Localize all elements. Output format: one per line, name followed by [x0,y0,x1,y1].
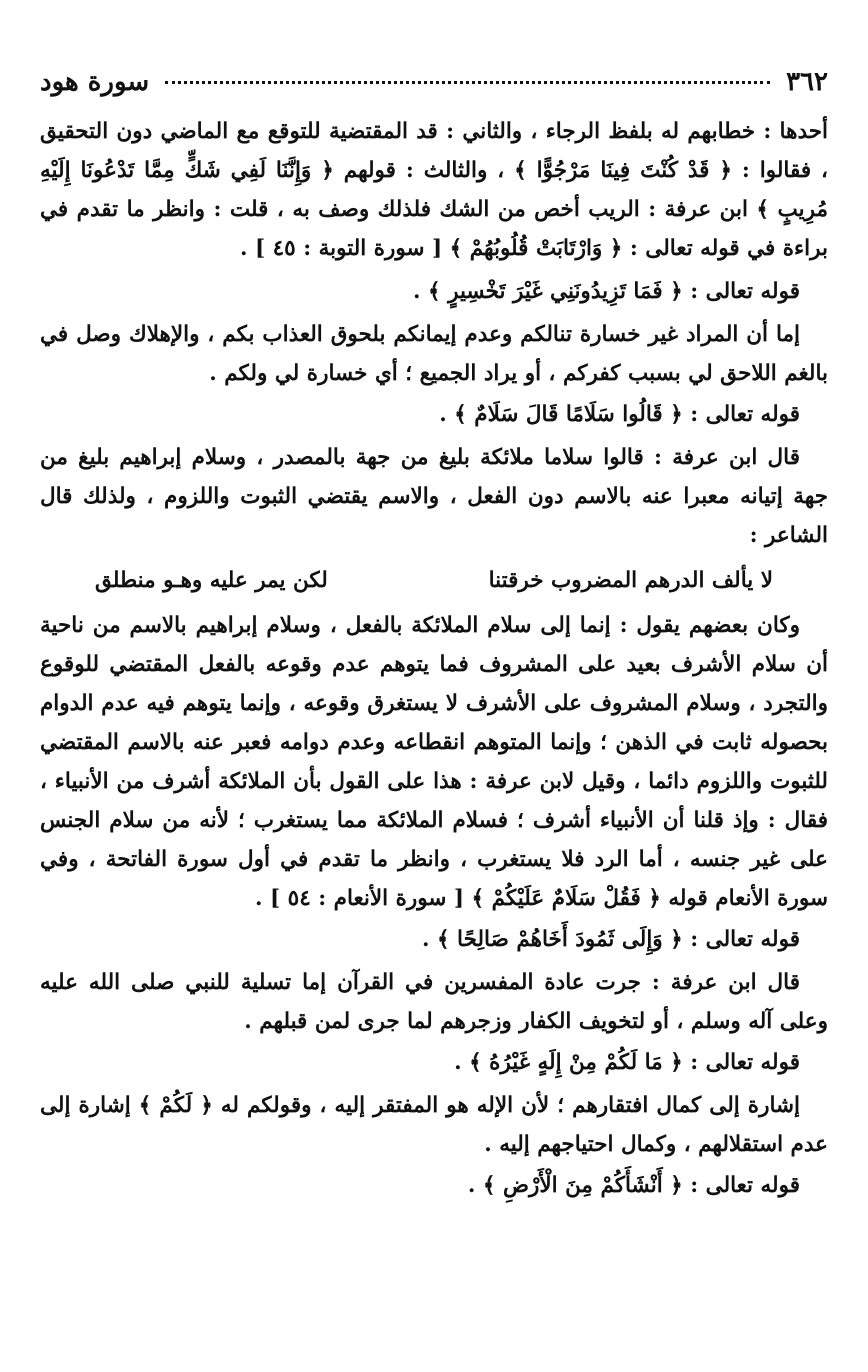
verse-heading: قوله تعالى : ﴿ أَنْشَأَكُمْ مِنَ الْأَرْضِ ﴾ . [467,1173,800,1198]
page-header [40,62,828,102]
verse-heading: قوله تعالى : ﴿ قَالُوا سَلَامًا قَالَ سَلَامٌ ﴾ . [439,402,800,427]
verse-heading: قوله تعالى : ﴿ مَا لَكُمْ مِنْ إِلَهٍ غَيْرُهُ ﴾ . [454,1050,800,1075]
paragraph: قال ابن عرفة : جرت عادة المفسرين في القرآن إما تسلية للنبي صلى الله عليه وعلى آله وسلم ، أو لتخويف الكفار وزجرهم لما جرى لمن قبلهم . [40,970,828,1034]
paragraph: إما أن المراد غير خسارة تنالكم وعدم إيمانكم بلحوق العذاب بكم ، والإهلاك وصل في بالغم اللاحق لي بسبب كفركم ، أو يراد الجميع ؛ أي خسارة لي ولكم . [40,322,828,386]
poetry-first-hemistich: لا يألف الدرهم المضروب خرقتنا [488,568,773,593]
paragraph: قال ابن عرفة : قالوا سلاما ملائكة بليغ من جهة بالمصدر ، وسلام إبراهيم بليغ من جهة إتيانه معبرا عنه بالاسم دون الفعل ، والاسم يقتضي الثبوت واللزوم ، ولذلك قال الشاعر : [40,445,828,548]
verse-heading: قوله تعالى : ﴿ فَمَا تَزِيدُونَنِي غَيْرَ تَخْسِيرٍ ﴾ . [413,279,800,304]
paragraph: وكان بعضهم يقول : إنما إلى سلام الملائكة بالفعل ، وسلام إبراهيم بالاسم من ناحية أن سلام الأشرف بعيد على المشروف فما يتوهم عدم وقوعه بالفعل المقتضي للوقوع والتجرد ، وسلام المشروف على الأشرف لا يستغرق وقوعه ، وإنما يتوهم فيه عدم الدوام بحصوله ثابت في الذهن ؛ وإنما المتوهم انقطاعه وعدم دوامه فعبر عنه بالاسم المقتضي للثبوت واللزوم دائما ، وقيل لابن عرفة : هذا على القول بأن الملائكة أشرف من الأنبياء ، فقال : وإذ قلنا أن الأنبياء أشرف ؛ فسلام الملائكة مما يستغرب ؛ لأنه من سلام الجنس على غير جنسه ، أما الرد فلا يستغرب ، وانظر ما تقدم في أول سورة الفاتحة ، وفي سورة الأنعام قوله ﴿ فَقُلْ سَلَامٌ عَلَيْكُمْ ﴾ [ سورة الأنعام : ٥٤ ] . [40,613,828,911]
page-body [40,108,828,1209]
paragraph: إشارة إلى كمال افتقارهم ؛ لأن الإله هو المفتقر إليه ، وقولكم له ﴿ لَكُمْ ﴾ إشارة إلى عدم استقلالهم ، وكمال احتياجهم إليه . [40,1093,828,1157]
page-number: ٣٦٢ [786,67,828,97]
verse-heading: قوله تعالى : ﴿ وَإِلَى ثَمُودَ أَخَاهُمْ صَالِحًا ﴾ . [422,927,800,952]
header-dotted-leader [165,81,770,84]
poetry-second-hemistich: لكن يمر عليه وهـو منطلق [95,568,328,593]
paragraph: أحدها : خطابهم له بلفظ الرجاء ، والثاني : قد المقتضية للتوقع مع الماضي دون التحقيق ، فقالوا : ﴿ قَدْ كُنْتَ فِينَا مَرْجُوًّا ﴾ ، والثالث : قولهم ﴿ وَإِنَّنَا لَفِي شَكٍّ مِمَّا تَدْعُونَا إِلَيْهِ مُرِيبٍ ﴾ ابن عرفة : الريب أخص من الشك فلذلك وصف به ، قلت : وانظر ما تقدم في براءة في قوله تعالى : ﴿ وَارْتَابَتْ قُلُوبُهُمْ ﴾ [ سورة التوبة : ٤٥ ] . [40,119,828,261]
surah-title: سورة هود [40,67,150,97]
poetry-verse [40,561,828,600]
